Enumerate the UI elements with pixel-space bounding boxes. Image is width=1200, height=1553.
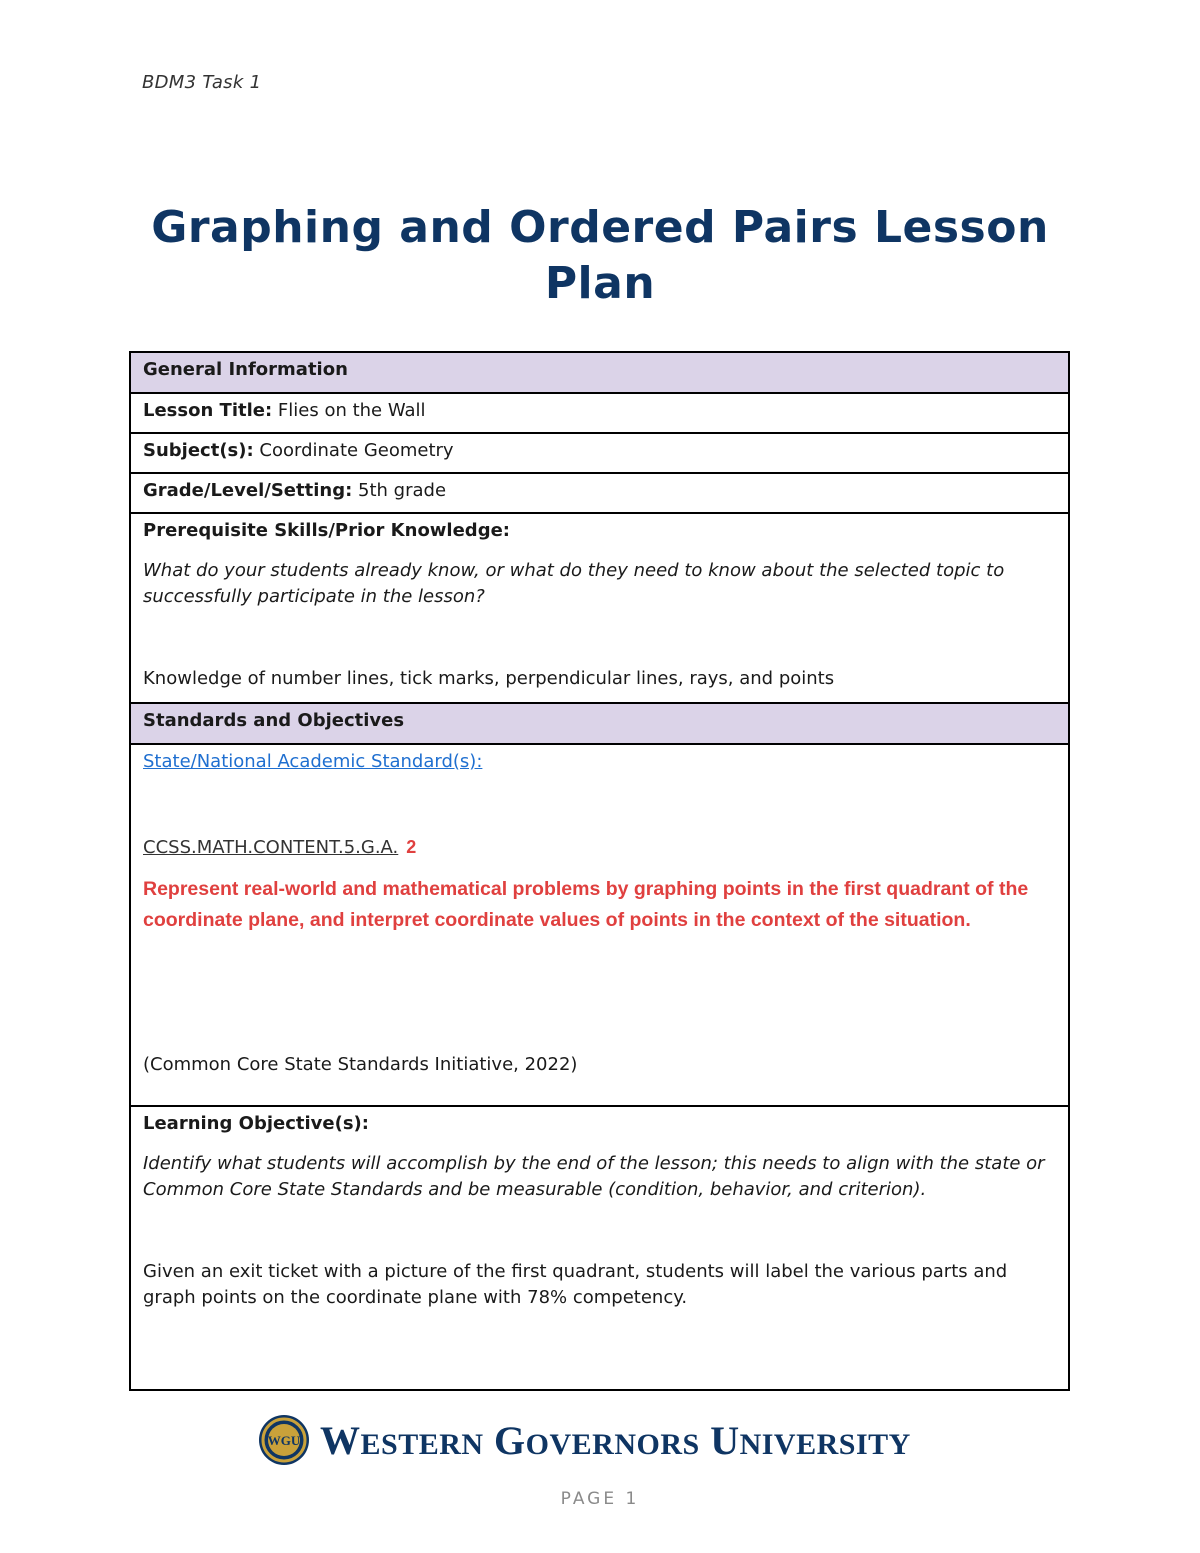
grade-row — [131, 474, 1068, 514]
standards-row — [131, 745, 1068, 1107]
lesson-plan-table — [129, 351, 1070, 1391]
learning-objectives-prompt: Identify what students will accomplish by the end of the lesson; this needs to align with the state or Common Core State Standards and be measurable (condition, behavior, and criterion). — [143, 1153, 1045, 1200]
subjects-row — [131, 434, 1068, 474]
learning-objectives-label: Learning Objective(s): — [143, 1113, 369, 1134]
prerequisite-answer: Knowledge of number lines, tick marks, perpendicular lines, rays, and points — [143, 668, 835, 689]
standard-text: Represent real-world and mathematical problems by graphing points in the first quadrant of the coordinate plane, and interpret coordinate values of points in the context of the situation. — [143, 878, 1029, 931]
wordmark-w: W — [320, 1417, 361, 1463]
seal-initials: WGU — [267, 1433, 301, 1448]
wordmark-estern: ESTERN — [360, 1427, 484, 1461]
prerequisite-row — [131, 514, 1068, 704]
standards-citation: (Common Core State Standards Initiative, 2022) — [143, 1054, 578, 1075]
ccss-code: CCSS.MATH.CONTENT.5.G.A. — [143, 837, 399, 858]
page-title: Graphing and Ordered Pairs Lesson Plan — [151, 202, 1049, 309]
lesson-title-label: Lesson Title: — [143, 400, 273, 421]
ccss-code-number: 2 — [406, 837, 417, 857]
prerequisite-prompt: What do your students already know, or what do they need to know about the selected topic to successfully participate in the lesson? — [143, 560, 1005, 607]
wgu-logo — [258, 1412, 911, 1468]
learning-objectives-row — [131, 1107, 1068, 1389]
page-number: PAGE 1 — [560, 1489, 640, 1509]
subjects-label: Subject(s): — [143, 440, 254, 461]
document-header: BDM3 Task 1 — [142, 72, 262, 93]
lesson-title-value: Flies on the Wall — [277, 400, 426, 421]
lesson-title-row — [131, 394, 1068, 434]
prerequisite-label: Prerequisite Skills/Prior Knowledge: — [143, 520, 510, 541]
grade-label: Grade/Level/Setting: — [143, 480, 353, 501]
section-general-information: General Information — [131, 353, 1068, 394]
subjects-value: Coordinate Geometry — [259, 440, 454, 461]
learning-objectives-answer: Given an exit ticket with a picture of the first quadrant, students will label the various parts and graph points on the coordinate plane with 78% competency. — [143, 1261, 1008, 1308]
grade-value: 5th grade — [358, 480, 447, 501]
wordmark-u: U — [710, 1417, 740, 1463]
wordmark-niversity: NIVERSITY — [739, 1427, 911, 1461]
section-standards-and-objectives: Standards and Objectives — [131, 704, 1068, 745]
academic-standards-link[interactable]: State/National Academic Standard(s): — [143, 751, 483, 772]
wordmark-g: G — [494, 1417, 526, 1463]
wordmark-overnors: OVERNORS — [525, 1427, 700, 1461]
wgu-seal-icon — [258, 1414, 310, 1466]
wgu-wordmark — [320, 1417, 911, 1464]
